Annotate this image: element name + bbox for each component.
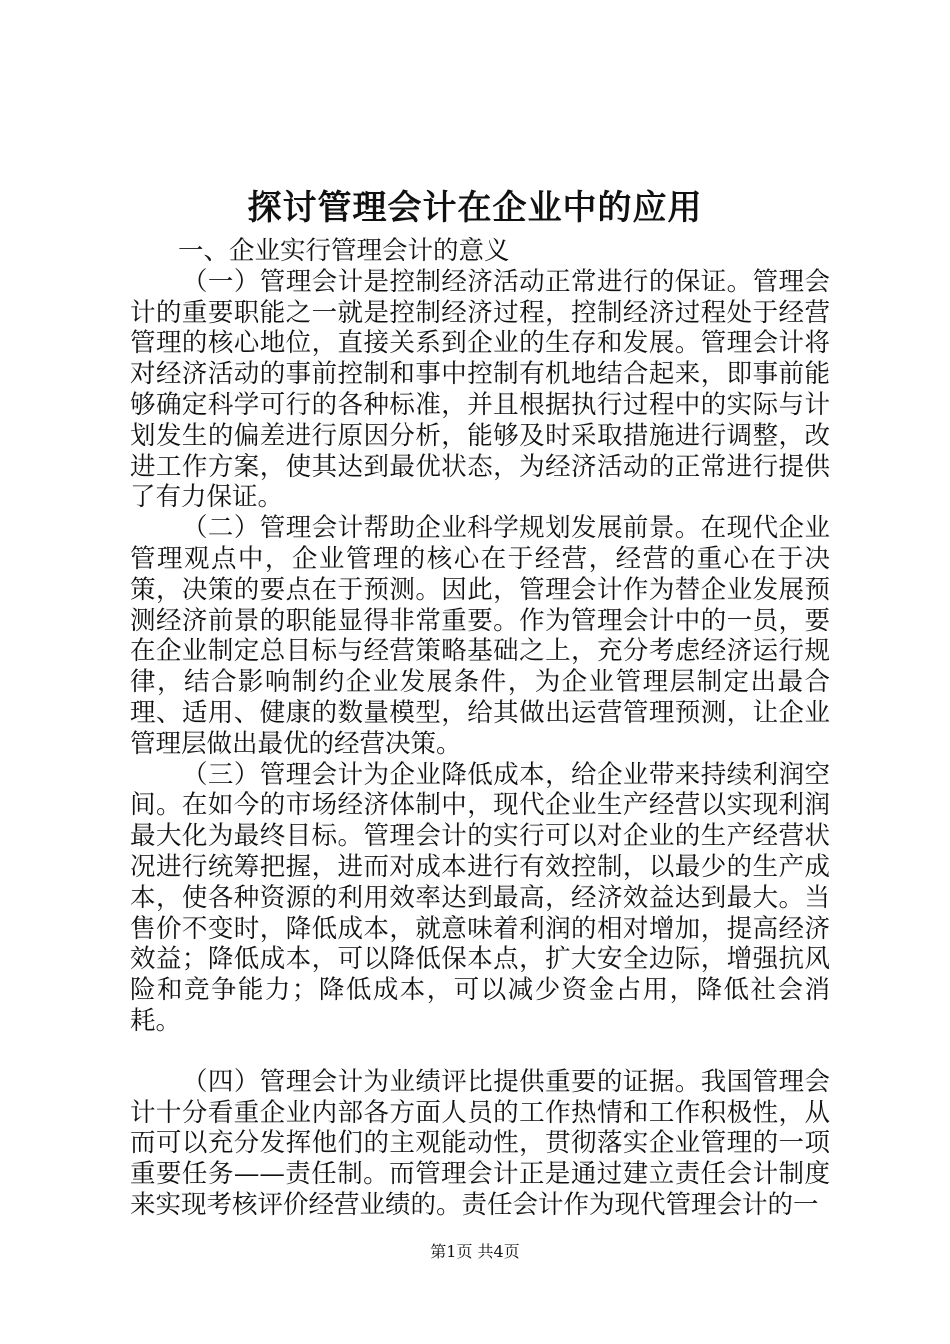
paragraph-spacer xyxy=(130,1037,830,1067)
paragraph-3: （三）管理会计为企业降低成本，给企业带来持续利润空间。在如今的市场经济体制中，现代企业生产经营以实现利润最大化为最终目标。管理会计的实行可以对企业的生产经营状况进行统筹把握，进而对成本进行有效控制，以最少的生产成本，使各种资源的利用效率达到最高，经济效益达到最大。当售价不变时，降低成本，就意味着利润的相对增加，提高经济效益；降低成本，可以降低保本点，扩大安全边际，增强抗风险和竞争能力；降低成本，可以减少资金占用，降低社会消耗。 xyxy=(130,759,830,1036)
paragraph-1: （一）管理会计是控制经济活动正常进行的保证。管理会计的重要职能之一就是控制经济过程，控制经济过程处于经营管理的核心地位，直接关系到企业的生存和发展。管理会计将对经济活动的事前控制和事中控制有机地结合起来，即事前能够确定科学可行的各种标准，并且根据执行过程中的实际与计划发生的偏差进行原因分析，能够及时采取措施进行调整，改进工作方案，使其达到最优状态，为经济活动的正常进行提供了有力保证。 xyxy=(130,266,830,513)
paragraph-2: （二）管理会计帮助企业科学规划发展前景。在现代企业管理观点中，企业管理的核心在于经营，经营的重心在于决策，决策的要点在于预测。因此，管理会计作为替企业发展预测经济前景的职能显得非常重要。作为管理会计中的一员，要在企业制定总目标与经营策略基础之上，充分考虑经济运行规律，结合影响制约企业发展条件，为企业管理层制定出最合理、适用、健康的数量模型，给其做出运营管理预测，让企业管理层做出最优的经营决策。 xyxy=(130,513,830,759)
paragraph-4: （四）管理会计为业绩评比提供重要的证据。我国管理会计十分看重企业内部各方面人员的工作热情和工作积极性，从而可以充分发挥他们的主观能动性，贯彻落实企业管理的一项重要任务——责任制。而管理会计正是通过建立责任会计制度来实现考核评价经营业绩的。责任会计作为现代管理会计的一 xyxy=(130,1066,830,1220)
page-footer: 第1页 共4页 xyxy=(430,1242,520,1261)
document-body xyxy=(130,236,830,1221)
document-title: 探讨管理会计在企业中的应用 xyxy=(247,188,703,228)
section-heading: 一、企业实行管理会计的意义 xyxy=(178,236,510,266)
